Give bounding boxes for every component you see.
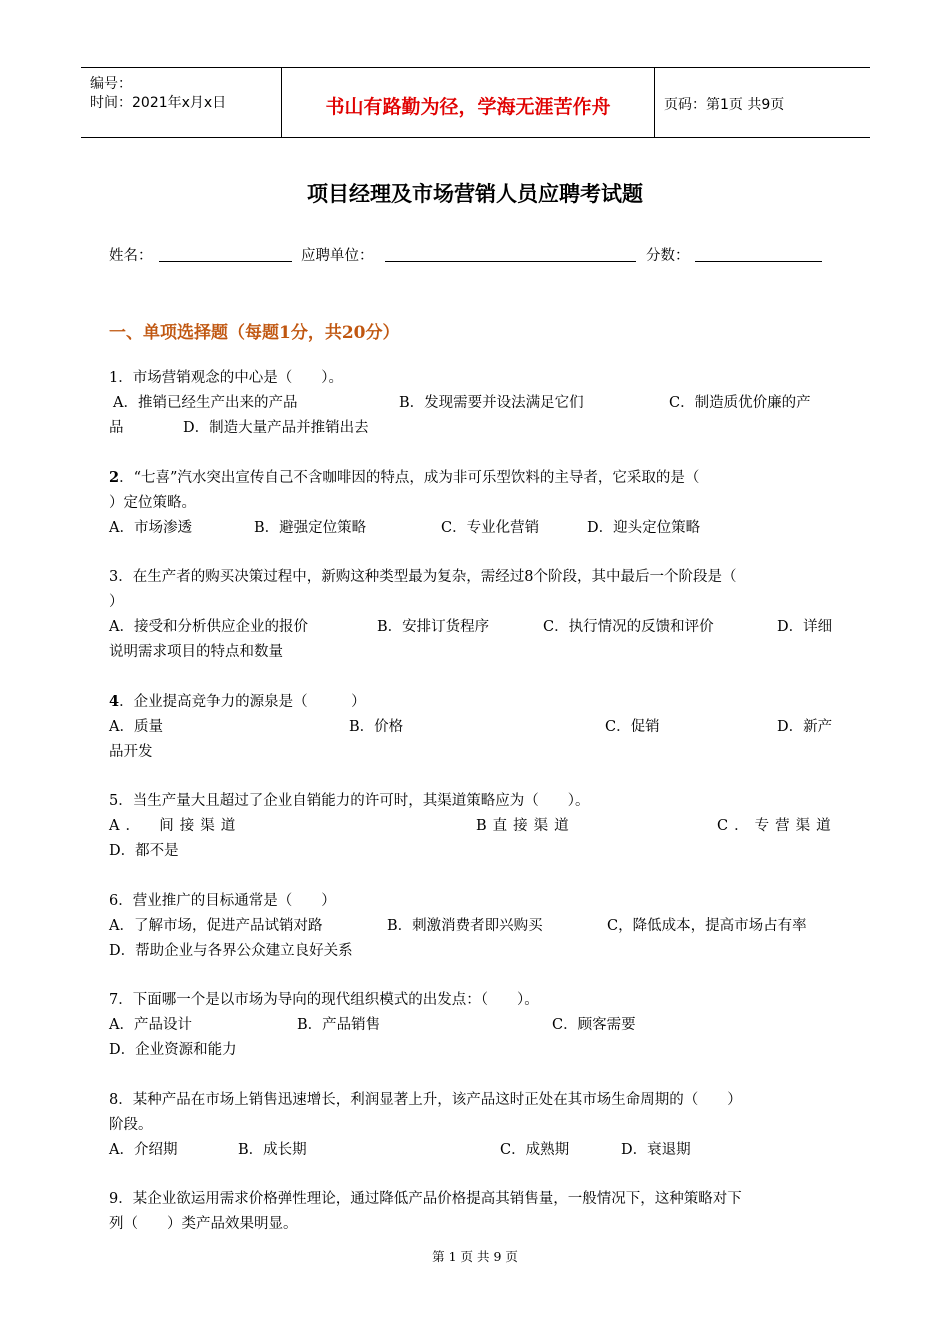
question-3-option-a: A．接受和分析供应企业的报价 <box>109 619 308 635</box>
question-6-option-b: B．刺激消费者即兴购买 <box>387 918 543 934</box>
question-6-option-d: D．帮助企业与各界公众建立良好关系 <box>109 943 353 959</box>
question-8-stem-cont: 阶段。 <box>109 1117 153 1133</box>
question-7-stem: 7．下面哪一个是以市场为导向的现代组织模式的出发点：（ ）。 <box>109 992 539 1008</box>
question-8-option-a: A．介绍期 <box>109 1142 178 1158</box>
question-4-stem-text: ．企业提高竞争力的源泉是（ ） <box>119 694 366 710</box>
question-2-stem <box>109 468 699 488</box>
question-4-option-d: D．新产 <box>777 719 833 735</box>
page-code: 页码：第1页 共9页 <box>664 97 785 113</box>
question-6-option-a: A．了解市场，促进产品试销对路 <box>109 918 323 934</box>
header-motto-cell <box>281 68 655 137</box>
page-title: 项目经理及市场营销人员应聘考试题 <box>307 181 643 206</box>
question-7-option-a: A．产品设计 <box>109 1017 192 1033</box>
question-1-stem: 1．市场营销观念的中心是（ ）。 <box>109 370 343 386</box>
question-4-option-b: B．价格 <box>349 719 404 735</box>
question-5-stem: 5．当生产量大且超过了企业自销能力的许可时，其渠道策略应为（ ）。 <box>109 793 590 809</box>
question-5-option-b: B直接渠道 <box>476 818 575 834</box>
question-1-option-b: B．发现需要并设法满足它们 <box>399 395 584 411</box>
question-1-option-a: A．推销已经生产出来的产品 <box>113 395 298 411</box>
header-right-cell <box>654 68 870 137</box>
question-4-option-d-cont: 品开发 <box>109 744 153 760</box>
unit-label: 应聘单位： <box>301 248 374 264</box>
question-4-number: 4 <box>109 693 120 710</box>
question-8-option-d: D．衰退期 <box>621 1142 691 1158</box>
question-3-stem-cont: ） <box>109 594 124 610</box>
question-1-option-c-cont: 品 <box>109 420 124 436</box>
motto-text: 书山有路勤为径，学海无涯苦作舟 <box>325 96 611 118</box>
page-footer: 第 1 页 共 9 页 <box>432 1249 518 1264</box>
question-6-stem: 6．营业推广的目标通常是（ ） <box>109 893 336 909</box>
score-blank <box>695 261 822 262</box>
question-2-stem-cont: ）定位策略。 <box>109 495 196 511</box>
serial-number-label: 编号： <box>90 76 132 92</box>
question-1-option-d: D．制造大量产品并推销出去 <box>183 420 369 436</box>
question-3-option-d-cont: 说明需求项目的特点和数量 <box>109 644 283 660</box>
question-8-stem: 8．某种产品在市场上销售迅速增长，利润显著上升，该产品这时正处在其市场生命周期的（ ） <box>109 1092 742 1108</box>
name-blank <box>159 261 292 262</box>
question-2-stem-text: ．“七喜”汽水突出宣传自己不含咖啡因的特点，成为非可乐型饮料的主导者，它采取的是（ <box>119 470 700 486</box>
question-6-option-c: C，降低成本，提高市场占有率 <box>607 918 807 934</box>
question-4-option-c: C．促销 <box>605 719 660 735</box>
section-heading: 一、单项选择题（每题1分，共20分） <box>109 323 400 343</box>
question-2-option-b: B．避强定位策略 <box>254 520 367 536</box>
header-left-cell <box>81 68 281 137</box>
question-7-option-c: C．顾客需要 <box>552 1017 636 1033</box>
question-4-stem <box>109 692 366 712</box>
question-3-option-d: D．详细 <box>777 619 833 635</box>
question-1-option-c: C．制造质优价廉的产 <box>669 395 811 411</box>
question-8-option-b: B．成长期 <box>238 1142 307 1158</box>
question-2-number: 2 <box>109 469 120 486</box>
question-7-option-b: B．产品销售 <box>297 1017 381 1033</box>
question-4-option-a: A．质量 <box>109 719 163 735</box>
question-5-option-c: C．专营渠道 <box>717 818 837 834</box>
score-label: 分数： <box>646 248 690 264</box>
question-2-option-d: D．迎头定位策略 <box>587 520 701 536</box>
question-9-stem: 9．某企业欲运用需求价格弹性理论，通过降低产品价格提高其销售量，一般情况下，这种策略对下 <box>109 1191 742 1207</box>
question-3-option-c: C．执行情况的反馈和评价 <box>543 619 714 635</box>
question-8-option-c: C．成熟期 <box>500 1142 570 1158</box>
question-3-option-b: B．安排订货程序 <box>377 619 490 635</box>
question-9-stem-cont: 列（ ）类产品效果明显。 <box>109 1216 298 1232</box>
question-2-option-a: A．市场渗透 <box>109 520 192 536</box>
question-3-stem: 3．在生产者的购买决策过程中，新购这种类型最为复杂，需经过8个阶段，其中最后一个阶段是（ <box>109 569 737 585</box>
question-5-option-a: A． 间接渠道 <box>109 818 242 834</box>
question-2-option-c: C．专业化营销 <box>441 520 540 536</box>
question-7-option-d: D．企业资源和能力 <box>109 1042 237 1058</box>
unit-blank <box>385 261 636 262</box>
question-5-option-d: D．都不是 <box>109 843 179 859</box>
time-label: 时间：2021年x月x日 <box>90 95 227 111</box>
name-label: 姓名： <box>109 248 153 264</box>
page-header <box>81 67 870 138</box>
